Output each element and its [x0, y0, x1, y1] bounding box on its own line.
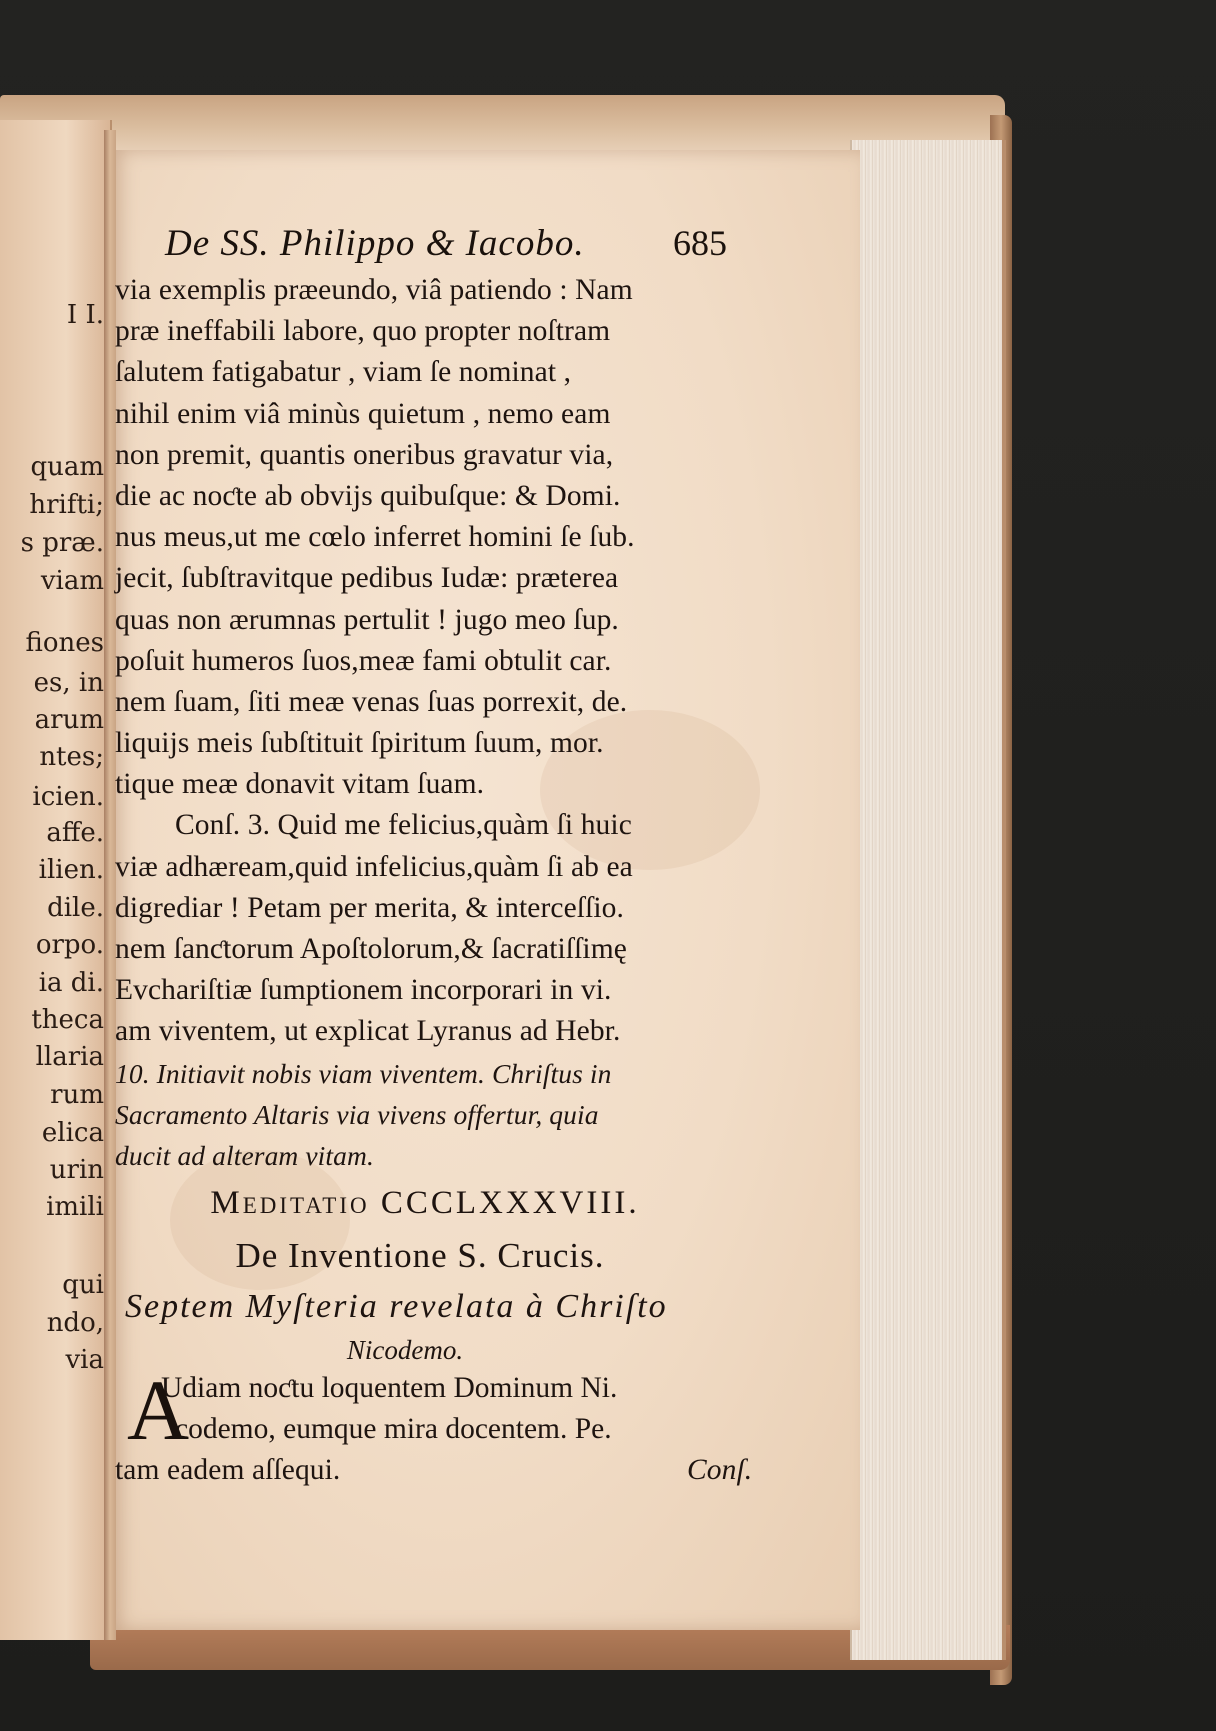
left-page-fragment: s præ.	[20, 528, 104, 558]
text-line: nihil enim viâ minùs quietum , nemo eam	[115, 397, 611, 430]
text-line: Conſ. 3. Quid me felicius,quàm ſi huic	[175, 809, 632, 842]
text-line: via exemplis præeundo, viâ patiendo : Nam	[115, 274, 633, 306]
left-page-fragment: ia di.	[38, 968, 104, 998]
page-block-fore-edge	[850, 140, 1006, 1660]
text-line: Udiam noƈtu loquentem Dominum Ni.	[161, 1372, 618, 1405]
text-line: non premit, quantis oneribus gravatur via,	[115, 438, 614, 471]
page-text	[115, 222, 755, 1491]
left-page-fragment: rum	[50, 1080, 104, 1110]
left-page	[0, 120, 112, 1640]
text-line: am viventem, ut explicat Lyranus ad Hebr.	[115, 1015, 621, 1048]
text-line: liquijs meis ſubſtituit ſpiritum ſuum, mor.	[115, 727, 604, 760]
text-line: digrediar ! Petam per merita, & interceſſio.	[115, 891, 624, 924]
left-page-fragment: quam	[30, 452, 104, 482]
left-page-fragment: qui	[62, 1270, 104, 1300]
left-page-fragment: icien.	[32, 782, 104, 812]
meditatio-subtitle: Septem Myſteria revelata à Chriſto	[125, 1288, 668, 1326]
text-line: quas non ærumnas pertulit ! jugo meo ſup.	[115, 603, 619, 636]
left-page-fragment: elica	[41, 1118, 104, 1148]
left-page-fragment: viam	[40, 566, 104, 596]
meditatio-heading: Meditatio CCCLXXXVIII.	[210, 1185, 640, 1222]
meditatio-subtitle-2: Nicodemo.	[346, 1335, 464, 1366]
text-line: jecit, ſubſtravitque pedibus Iudæ: præterea	[115, 562, 619, 595]
left-page-fragment: imili	[46, 1192, 104, 1222]
text-line: nem ſuam, ſiti meæ venas ſuas porrexit, de.	[115, 685, 628, 718]
left-page-fragment: urin	[49, 1155, 104, 1185]
running-head-title: De SS. Philippo & Iacobo.	[165, 223, 585, 264]
left-page-fragment: affe.	[46, 818, 104, 848]
text-line: poſuit humeros ſuos,meæ fami obtulit car.	[115, 644, 612, 677]
text-line: die ac noƈte ab obvijs quibuſque: & Domi.	[115, 479, 621, 512]
running-head	[115, 222, 755, 270]
left-page-fragment: dile.	[47, 893, 104, 923]
drop-cap: A	[127, 1362, 190, 1459]
text-line: Evchariſtiæ ſumptionem incorporari in vi.	[115, 974, 612, 1007]
left-page-fragment: ndo,	[46, 1308, 104, 1338]
text-line: tam eadem aſſequi.	[115, 1454, 341, 1487]
left-page-fragment: fiones	[25, 628, 104, 658]
left-page-fragment: arum	[34, 705, 104, 735]
meditatio-title: De Inventione S. Crucis.	[235, 1236, 605, 1276]
left-page-fragment: orpo.	[35, 930, 104, 960]
text-line: nem ſanƈtorum Apoſtolorum,& ſacratiſſimę	[115, 933, 627, 965]
paragraph-1	[115, 270, 755, 805]
text-line-italic: 10. Initiavit nobis viam viventem. Chriſtus in	[115, 1057, 612, 1089]
text-line: nus meus,ut me cœlo inferret homini ſe ſub.	[115, 521, 635, 554]
left-page-fragment: theca	[31, 1005, 104, 1035]
text-line: codemo, eumque mira docentem. Pe.	[175, 1413, 612, 1446]
text-line-italic: Sacramento Altaris via vivens offertur, quia	[115, 1098, 599, 1130]
text-line: tique meæ donavit vitam ſuam.	[115, 768, 485, 801]
left-page-fragment: I I.	[66, 300, 104, 330]
text-line: ſalutem fatigabatur , viam ſe nominat ,	[115, 356, 572, 389]
left-page-fragment: llaria	[35, 1042, 104, 1072]
left-page-fragment: ntes;	[39, 742, 104, 772]
left-page-fragment: es, in	[33, 668, 104, 698]
page-number: 685	[673, 223, 727, 263]
paragraph-3	[115, 1362, 755, 1491]
text-line-italic: ducit ad alteram vitam.	[115, 1139, 374, 1171]
text-line: præ ineffabili labore, quo propter noſtram	[115, 315, 611, 348]
paragraph-2	[115, 805, 755, 1176]
text-line: viæ adhæream,quid infelicius,quàm ſi ab ea	[115, 850, 633, 883]
left-page-fragment: hrifti;	[29, 490, 104, 520]
text-line-last	[115, 1450, 755, 1491]
left-page-fragment: ilien.	[38, 855, 104, 885]
catchword: Conſ.	[687, 1454, 753, 1487]
left-page-fragment: via	[65, 1345, 104, 1375]
